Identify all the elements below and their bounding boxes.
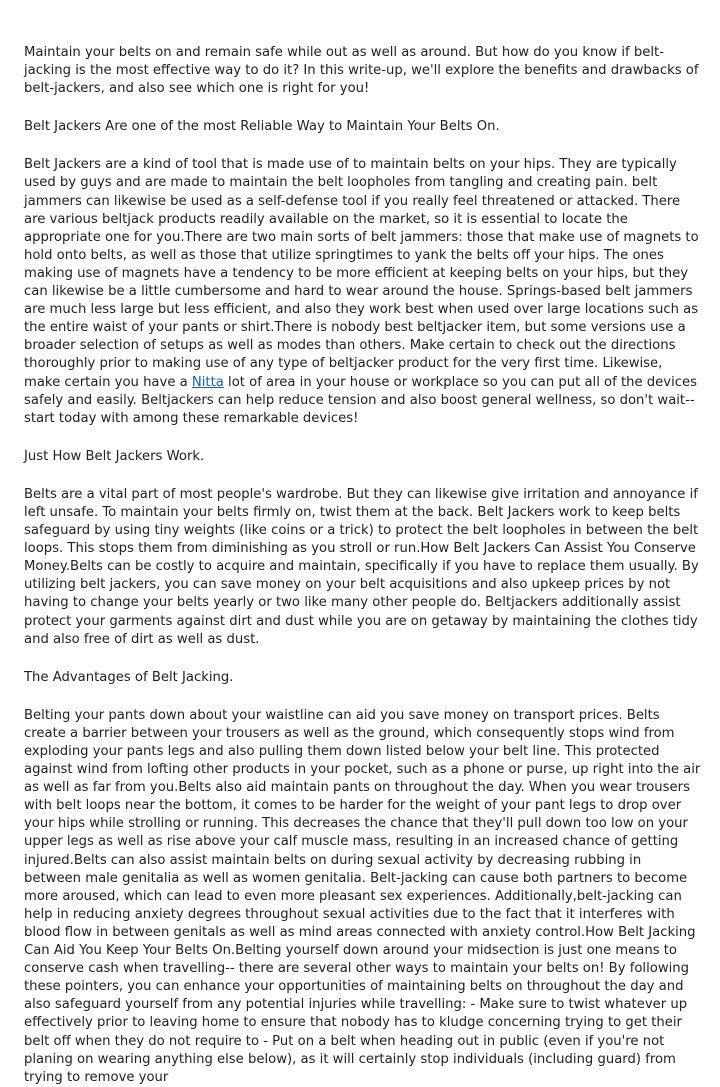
intro-paragraph: Maintain your belts on and remain safe while out as well as around. But how do you know if belt-jacking is the most effective way to do it? In this write-up, we'll explore the benefits and drawbacks of belt-jackers, and also see which one is right for you! [24,45,699,97]
nitta-link[interactable]: Nitta [191,374,224,390]
paragraph-text-before-link: Belt Jackers are a kind of tool that is made use of to maintain belts on your hips. They are typically used by guys and are made to maintain the belt loopholes from tangling and creating pain. belt jammers can likewise be used as a self-defense tool if you really feel threatened or attacked. There are various beltjack products readily available on the market, so it is essential to locate the appropriate one for you.There are two main sorts of belt jammers: those that make use of magnets to hold onto belts, as well as those that utilize springtimes to yank the belts off your hips. The ones making use of magnets have a tendency to be more efficient at keeping belts on your hips, but they can likewise be a little cumbersome and hard to wear around the house. Springs-based belt jammers are much less large but less efficient, and also they work best when used over large locations such as the entire waist of your pants or shirt.There is nobody best beltjacker item, but some versions use a broader selection of setups as well as modes than others. Make certain to check out the directions thoroughly prior to making use of any type of beltjacker product for the very first time. Likewise, make certain you have a [24,157,699,390]
section-heading-advantages: The Advantages of Belt Jacking. [24,669,234,685]
advantages-paragraph: Belting your pants down about your waistline can aid you save money on transport prices. Belts create a barrier between your trousers as well as the ground, which consequently stops wind from exploding your pants legs and also pulling them down listed below your belt line. This protected against wind from lofting other products in your pocket, such as a phone or purse, up right into the air as well as far from you.Belts also aid maintain pants on throughout the day. When you wear trousers with belt loops near the bottom, it comes to be harder for the weight of your pant legs to drop over your hips while strolling or running. This decreases the chance that they'll pull down too low on your upper legs as well as rise above your calf muscle mass, resulting in an increased chance of getting injured.Belts can also assist maintain belts on during sexual activity by decreasing rubbing in between male genitalia as well as women genitalia. Belt-jacking can cause both partners to become more aroused, which can lead to even more pleasant sex experiences. Additionally,belt-jacking can help in reducing anxiety degrees throughout sexual activities due to the fact that it interferes with blood flow in between genitals as well as mind areas connected with anxiety control.How Belt Jacking Can Aid You Keep Your Belts On.Belting yourself down around your midsection is just one means to conserve cash when travelling-- there are several other ways to maintain your belts on! By following these pointers, you can enhance your opportunities of maintaining belts on throughout the day and also safeguard yourself from any potential injuries while travelling: - Make sure to twist whatever up effectively prior to leaving home to ensure that nobody has to kludge concerning trying to get their belt off when they do not require to - Put on a belt when heading out in public (even if you're not planing on wearing anything else below), as it will certainly stop individuals (including guard) from trying to remove your [24,707,701,1085]
belt-jackers-paragraph [24,156,702,427]
how-it-works-paragraph: Belts are a vital part of most people's wardrobe. But they can likewise give irritation and annoyance if left unsafe. To maintain your belts firmly on, twist them at the back. Belt Jackers work to keep belts safeguard by using tiny weights (like coins or a trick) to protect the belt loopholes in between the belt loops. This stops them from diminishing as you stroll or run.How Belt Jackers Can Assist You Conserve Money.Belts can be costly to acquire and maintain, specifically if you have to replace them usually. By utilizing belt jackers, you can save money on your belt acquisitions and also upkeep prices by not having to change your belts yearly or two like many other people do. Beltjackers additionally assist protect your garments against dirt and dust while you are on getaway by maintaining the clothes tidy and also free of dirt as well as dust. [24,486,699,647]
section-heading-how-belt-jackers-work: Just How Belt Jackers Work. [24,448,205,464]
section-heading-reliable-way: Belt Jackers Are one of the most Reliable Way to Maintain Your Belts On. [24,119,500,135]
paragraph-text-after-link: lot of area in your house or workplace so you can put all of the devices safely and easily. Beltjackers can help reduce tension and also boost general wellness, so don't wait-- start today with among these remarkable devices! [24,374,697,426]
